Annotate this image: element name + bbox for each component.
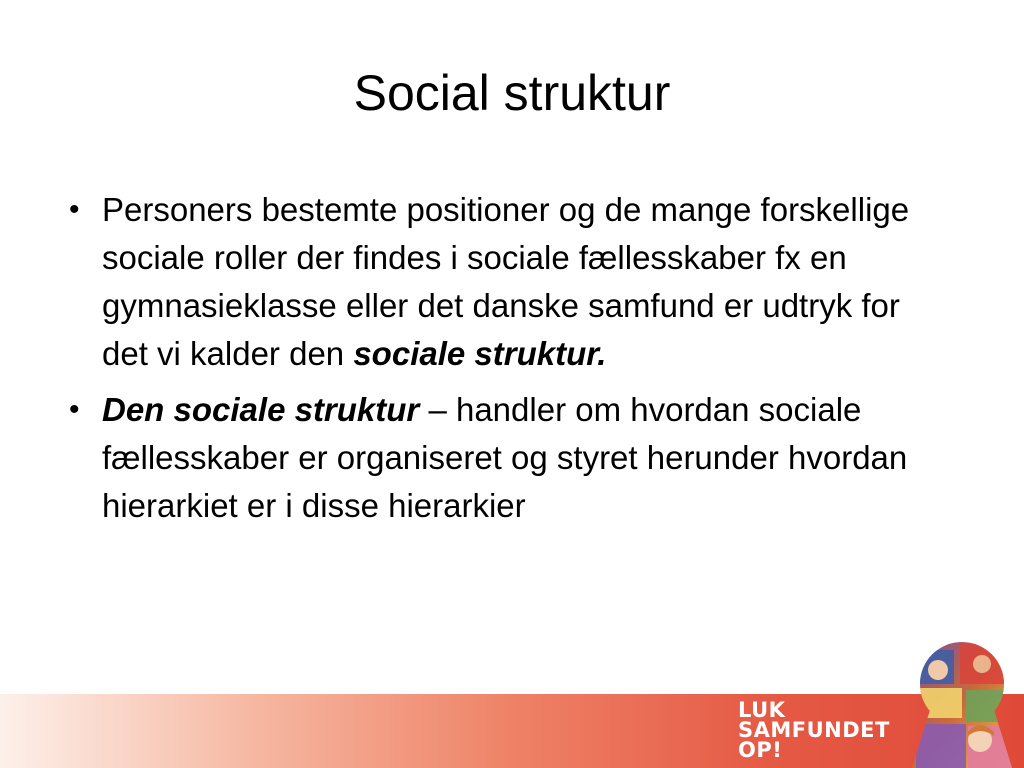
slide-title: Social struktur xyxy=(353,65,671,121)
list-item xyxy=(60,186,940,378)
bullet-text: Personers bestemte positioner og de mange forskellige sociale roller der findes i sociale fællesskaber fx en gymnasieklasse eller det danske samfund er udtryk for det vi kalder den xyxy=(102,191,910,372)
brand-logo-text xyxy=(738,700,918,760)
list-item xyxy=(60,386,940,530)
brand-line: LUK xyxy=(738,698,786,722)
bullet-text: – handler om hvordan sociale fællesskaber er organiseret og styret herunder hvordan hierarkiet er i disse hierarkier xyxy=(102,391,908,524)
brand-line: SAMFUNDET xyxy=(738,718,890,742)
keyhole-collage-icon xyxy=(908,640,1016,768)
bullet-list xyxy=(60,186,940,538)
brand-line: OP! xyxy=(738,738,783,762)
bullet-emphasis: Den sociale struktur xyxy=(102,391,420,428)
bullet-icon: • xyxy=(69,193,80,226)
bullet-icon: • xyxy=(69,393,80,426)
bullet-emphasis: sociale struktur. xyxy=(353,335,607,372)
